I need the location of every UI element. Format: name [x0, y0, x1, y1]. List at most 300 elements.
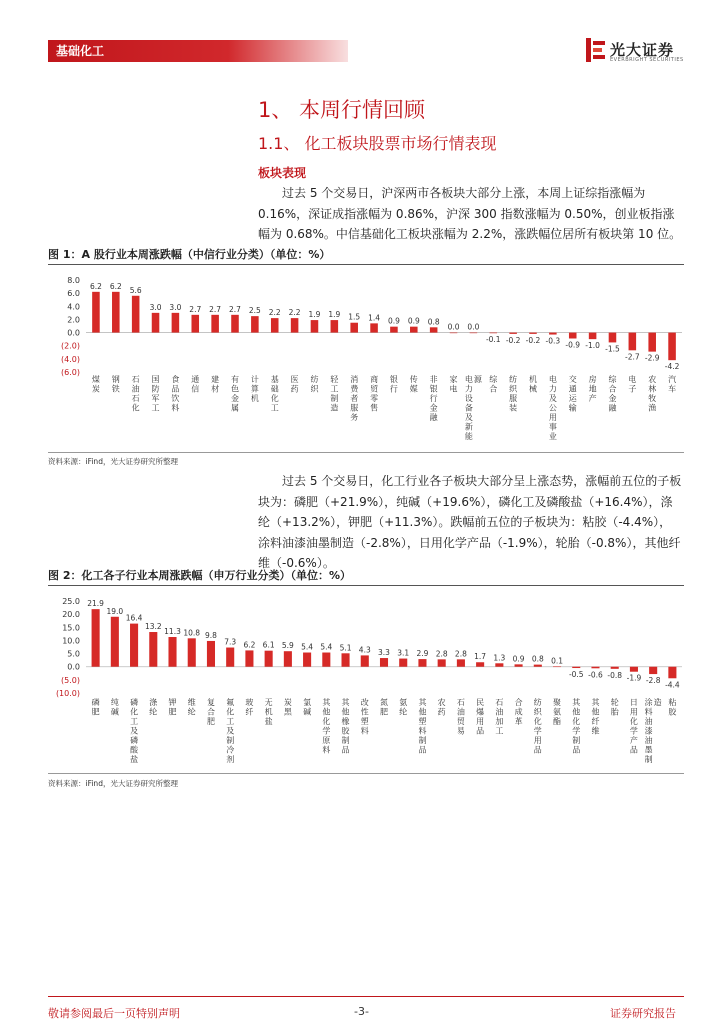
data-label: -1.5 [605, 344, 620, 354]
svg-text:钾: 钾 [168, 698, 177, 707]
data-label: -0.3 [545, 336, 561, 346]
svg-text:产: 产 [629, 736, 638, 745]
bar [549, 333, 557, 335]
bar [534, 665, 542, 667]
figure2-source: 资料来源：iFind，光大证券研究所整理 [48, 779, 178, 788]
category-label [350, 374, 359, 422]
section-tag: 基础化工 [48, 40, 348, 62]
figure2-top-rule [48, 585, 684, 586]
bar [509, 333, 517, 334]
svg-text:者: 者 [350, 394, 359, 403]
svg-text:防: 防 [151, 384, 160, 394]
svg-text:药: 药 [290, 384, 299, 394]
category-label [430, 374, 439, 422]
svg-text:易: 易 [456, 726, 465, 736]
bar [649, 667, 657, 674]
bar [211, 315, 219, 333]
svg-text:电: 电 [548, 375, 557, 384]
data-label: 6.2 [109, 281, 122, 291]
bar [457, 659, 465, 666]
svg-text:能: 能 [464, 432, 473, 441]
bar [589, 333, 597, 340]
svg-text:设: 设 [464, 394, 473, 403]
data-label: 1.9 [308, 310, 321, 320]
svg-text:贸: 贸 [456, 717, 465, 726]
bar [410, 327, 418, 333]
svg-text:品: 品 [171, 384, 180, 394]
svg-text:其: 其 [341, 698, 350, 707]
svg-text:金: 金 [608, 394, 617, 403]
category-label [245, 697, 253, 717]
data-label: 6.1 [262, 640, 275, 650]
svg-text:其: 其 [322, 698, 331, 707]
svg-text:成: 成 [514, 707, 523, 717]
svg-text:品: 品 [572, 745, 581, 755]
bar [350, 323, 358, 333]
category-label [418, 697, 427, 755]
category-label [450, 374, 458, 394]
bar [231, 315, 239, 333]
svg-text:油: 油 [131, 384, 140, 394]
svg-text:氨: 氨 [553, 707, 562, 717]
svg-text:化: 化 [131, 403, 140, 413]
svg-text:商: 商 [370, 375, 379, 384]
svg-text:其: 其 [418, 698, 427, 707]
figure2-bottom-rule [48, 773, 684, 774]
bar [245, 650, 253, 666]
bar [572, 667, 580, 668]
bar [668, 333, 676, 361]
svg-text:电: 电 [464, 375, 473, 384]
category-label [589, 374, 597, 403]
svg-text:计: 计 [250, 375, 259, 384]
data-label: 5.1 [339, 643, 352, 653]
bar [668, 667, 676, 679]
svg-text:肥: 肥 [91, 707, 100, 717]
category-label [668, 697, 677, 717]
svg-text:制: 制 [226, 736, 235, 745]
svg-text:聚: 聚 [553, 698, 562, 707]
svg-text:属: 属 [231, 403, 239, 413]
category-label [569, 374, 578, 413]
bar [418, 659, 426, 667]
svg-text:油: 油 [644, 736, 653, 745]
category-label [438, 697, 446, 717]
svg-text:用: 用 [548, 413, 557, 422]
svg-text:涤: 涤 [149, 698, 158, 707]
svg-text:冷: 冷 [226, 745, 235, 755]
y-tick-label: (5.0) [61, 675, 80, 685]
svg-text:氮: 氮 [380, 698, 388, 707]
data-label: 0.0 [447, 322, 460, 332]
svg-text:品: 品 [418, 745, 427, 755]
data-label: 13.2 [144, 622, 162, 632]
category-label [303, 697, 311, 717]
category-label [231, 374, 239, 413]
data-label: -0.1 [485, 335, 501, 345]
data-label: -2.8 [645, 676, 661, 686]
category-label [630, 698, 638, 755]
bar [172, 313, 180, 333]
svg-text:业: 业 [548, 432, 557, 441]
svg-text:用: 用 [533, 736, 542, 745]
svg-text:行: 行 [389, 384, 398, 394]
svg-text:房: 房 [588, 375, 597, 384]
svg-text:金: 金 [231, 394, 239, 403]
svg-text:国: 国 [151, 375, 160, 384]
data-label: 5.6 [129, 285, 142, 295]
svg-text:织: 织 [509, 384, 518, 394]
svg-text:制: 制 [418, 736, 427, 745]
svg-text:石: 石 [131, 375, 140, 384]
svg-text:金: 金 [429, 403, 438, 413]
bar [438, 659, 446, 666]
bar [553, 666, 561, 667]
category-label [399, 697, 407, 717]
svg-text:子: 子 [628, 384, 637, 394]
category-label [130, 697, 139, 764]
y-tick-label: (4.0) [61, 354, 80, 364]
bar [331, 320, 339, 332]
svg-text:纶: 纶 [399, 707, 408, 717]
svg-text:媒: 媒 [409, 384, 418, 394]
svg-text:服: 服 [350, 403, 359, 413]
svg-text:他: 他 [572, 707, 581, 717]
category-label [668, 374, 676, 394]
data-label: -2.9 [644, 353, 660, 363]
data-label: 16.4 [125, 613, 143, 623]
data-label: 2.7 [229, 304, 241, 314]
category-label [645, 697, 662, 764]
y-tick-label: 15.0 [62, 623, 80, 633]
data-label: 3.1 [397, 648, 410, 658]
svg-text:塑: 塑 [418, 717, 427, 726]
bar [291, 318, 299, 332]
data-label: 1.3 [493, 653, 506, 663]
svg-text:交: 交 [568, 375, 577, 384]
svg-text:橡: 橡 [341, 717, 350, 726]
svg-text:材: 材 [211, 384, 220, 394]
data-label: 0.8 [427, 317, 440, 327]
data-label: -0.2 [505, 335, 521, 345]
category-label [291, 375, 299, 394]
logo-name: 光大证券 [610, 41, 675, 59]
data-label: 3.0 [149, 302, 162, 312]
svg-text:化: 化 [572, 717, 581, 726]
svg-text:事: 事 [548, 422, 557, 432]
svg-text:盐: 盐 [264, 717, 273, 726]
svg-text:源: 源 [473, 375, 482, 384]
logo-en: EVERBRIGHT SECURITIES [610, 57, 684, 63]
bar [450, 333, 458, 334]
bar [207, 641, 215, 667]
bar [271, 318, 279, 332]
data-label: 0.0 [467, 322, 480, 332]
svg-text:革: 革 [514, 717, 523, 726]
data-label: 0.9 [387, 316, 400, 326]
svg-text:肥: 肥 [206, 717, 215, 726]
svg-text:机: 机 [250, 394, 259, 403]
svg-text:肥: 肥 [168, 707, 177, 717]
footer-rule [48, 996, 684, 997]
svg-text:有: 有 [231, 375, 239, 384]
svg-text:工: 工 [130, 717, 139, 726]
bar [361, 655, 369, 666]
svg-text:其: 其 [572, 698, 581, 707]
svg-text:工: 工 [495, 726, 504, 736]
svg-text:塑: 塑 [360, 717, 369, 726]
svg-text:学: 学 [533, 726, 542, 736]
category-label [534, 697, 543, 755]
data-label: -0.6 [588, 670, 603, 680]
svg-text:贸: 贸 [370, 384, 379, 394]
category-label [549, 374, 557, 441]
bar [380, 658, 388, 667]
svg-text:备: 备 [464, 403, 473, 413]
svg-text:制: 制 [644, 755, 653, 764]
svg-text:涂: 涂 [644, 698, 653, 707]
svg-text:胶: 胶 [341, 726, 350, 736]
y-tick-label: 6.0 [67, 289, 80, 299]
svg-text:料: 料 [171, 403, 180, 413]
svg-text:加: 加 [495, 717, 504, 726]
data-label: 19.0 [106, 606, 124, 616]
data-label: -0.5 [568, 670, 584, 680]
svg-text:日: 日 [629, 698, 638, 707]
category-label [112, 374, 120, 394]
svg-text:品: 品 [476, 726, 485, 736]
y-tick-label: 4.0 [67, 302, 80, 312]
section-heading: 1、 本周行情回顾 [258, 98, 426, 122]
svg-text:酯: 酯 [553, 717, 562, 726]
category-label [251, 374, 259, 403]
category-label [92, 374, 100, 394]
category-label [111, 697, 119, 717]
svg-text:胎: 胎 [610, 707, 619, 717]
svg-text:电: 电 [449, 384, 458, 394]
data-label: 6.2 [89, 281, 102, 291]
y-tick-label: 0.0 [67, 328, 80, 338]
data-label: 2.2 [288, 308, 301, 318]
category-label [380, 697, 388, 717]
figure1-title: 图 1：A 股行业本周涨跌幅（中信行业分类）（单位：%） [48, 248, 331, 261]
svg-text:性: 性 [360, 707, 369, 717]
svg-text:磷: 磷 [130, 736, 139, 745]
bar [226, 648, 234, 667]
svg-text:油: 油 [495, 707, 504, 717]
y-tick-label: 0.0 [67, 662, 80, 672]
svg-text:汽: 汽 [668, 375, 677, 384]
data-label: 0.9 [512, 654, 525, 664]
svg-text:纯: 纯 [110, 698, 119, 707]
figure1-source: 资料来源：iFind，光大证券研究所整理 [48, 457, 178, 466]
figure1-bottom-rule [48, 452, 684, 453]
svg-text:轻: 轻 [330, 375, 339, 384]
category-label [591, 697, 600, 736]
category-label [171, 374, 179, 413]
category-label [322, 697, 331, 755]
category-label [149, 697, 158, 717]
svg-text:品: 品 [533, 745, 542, 755]
category-label [465, 374, 483, 441]
svg-text:力: 力 [548, 384, 557, 394]
bar [370, 323, 378, 332]
category-label [265, 698, 273, 726]
svg-text:信: 信 [191, 384, 200, 394]
svg-text:及: 及 [130, 726, 139, 736]
svg-text:纶: 纶 [149, 707, 158, 717]
category-label [628, 374, 636, 394]
category-label [211, 374, 219, 394]
bar [399, 659, 407, 667]
bar [489, 333, 497, 334]
svg-text:肥: 肥 [380, 707, 388, 717]
y-tick-label: (2.0) [61, 341, 80, 351]
svg-text:纺: 纺 [310, 375, 319, 384]
category-label [611, 697, 620, 717]
svg-text:工: 工 [151, 403, 160, 413]
svg-text:钢: 钢 [111, 375, 120, 384]
svg-text:学: 学 [629, 726, 638, 736]
svg-text:粘: 粘 [668, 698, 677, 707]
data-label: 0.9 [407, 316, 420, 326]
data-label: 10.8 [183, 628, 201, 638]
bar [112, 292, 120, 333]
svg-text:综: 综 [608, 375, 617, 384]
bar [92, 292, 100, 333]
bar [609, 333, 617, 343]
svg-text:工: 工 [226, 717, 235, 726]
svg-text:用: 用 [629, 707, 638, 717]
category-label [457, 698, 466, 736]
svg-text:料: 料 [418, 726, 427, 736]
svg-text:民: 民 [476, 698, 485, 707]
svg-text:车: 车 [668, 384, 677, 394]
svg-text:轮: 轮 [610, 698, 619, 707]
svg-text:化: 化 [130, 707, 139, 717]
svg-text:化: 化 [226, 707, 235, 717]
svg-text:胶: 胶 [668, 707, 677, 717]
data-label: -0.2 [525, 335, 541, 345]
svg-text:算: 算 [250, 384, 259, 394]
data-label: 3.0 [169, 302, 182, 312]
svg-text:运: 运 [568, 394, 577, 403]
data-label: 5.4 [301, 642, 314, 652]
svg-text:务: 务 [350, 413, 359, 422]
data-label: 2.5 [248, 306, 261, 316]
data-label: 5.4 [320, 642, 333, 652]
bar [648, 333, 656, 352]
footer-disclaimer: 敬请参阅最后一页特别声明 [48, 1007, 180, 1020]
svg-text:墨: 墨 [644, 745, 653, 755]
chart-subsector-returns [48, 589, 684, 767]
bar [111, 617, 119, 667]
category-label [495, 698, 503, 736]
svg-text:合: 合 [514, 698, 523, 707]
category-label [188, 697, 196, 717]
data-label: 6.2 [243, 640, 256, 650]
svg-text:石: 石 [131, 394, 140, 403]
svg-text:合: 合 [206, 707, 215, 717]
data-label: -1.0 [585, 341, 600, 351]
svg-text:他: 他 [341, 707, 350, 717]
category-label [489, 374, 498, 394]
bar [390, 327, 398, 333]
y-tick-label: 8.0 [67, 276, 80, 285]
svg-text:纺: 纺 [509, 375, 518, 384]
svg-text:他: 他 [322, 707, 331, 717]
svg-text:零: 零 [370, 394, 379, 403]
data-label: -4.2 [664, 362, 680, 372]
svg-text:电: 电 [628, 375, 637, 384]
data-label: 1.5 [348, 312, 361, 322]
svg-text:产: 产 [588, 394, 597, 403]
bar [342, 653, 350, 666]
data-label: 1.7 [474, 652, 487, 662]
data-label: -0.8 [607, 670, 623, 680]
data-label: 21.9 [87, 599, 104, 609]
svg-text:通: 通 [568, 384, 577, 394]
svg-text:纺: 纺 [533, 698, 542, 707]
svg-text:械: 械 [529, 384, 537, 394]
svg-text:机: 机 [264, 707, 273, 717]
paragraph-market: 过去 5 个交易日，沪深两市各板块大部分上涨，本周上证综指涨幅为 0.16%，深证成指涨幅为 0.86%，沪深 300 指数涨幅为 0.50%，创业板指涨幅为 0.68%。中信基础化工板块涨幅为 2.2%，涨跌幅位居所有板块第 10 位。 [258, 186, 682, 241]
subsection-heading: 1.1、 化工板块股票市场行情表现 [258, 134, 497, 153]
figure2-title: 图 2：化工各子行业本周涨跌幅（申万行业分类）（单位：%） [48, 569, 352, 582]
svg-text:无: 无 [264, 698, 273, 707]
svg-text:础: 础 [270, 384, 279, 394]
data-label: 0.8 [531, 654, 544, 664]
svg-text:药: 药 [437, 707, 446, 717]
bar [515, 664, 523, 666]
svg-text:力: 力 [464, 384, 473, 394]
svg-text:炭: 炭 [283, 698, 292, 707]
svg-text:改: 改 [360, 698, 369, 707]
category-label [271, 374, 279, 413]
data-label: 7.3 [224, 637, 237, 647]
svg-text:食: 食 [171, 375, 180, 384]
svg-text:非: 非 [429, 375, 438, 384]
svg-text:品: 品 [629, 745, 638, 755]
category-label [476, 698, 484, 736]
svg-text:原: 原 [322, 736, 331, 745]
category-label [226, 697, 234, 764]
bar [130, 624, 138, 667]
svg-text:渔: 渔 [648, 403, 657, 413]
category-label [191, 374, 199, 394]
svg-text:碱: 碱 [303, 707, 312, 717]
svg-text:售: 售 [370, 403, 379, 413]
bar [611, 667, 619, 669]
data-label: -1.9 [626, 673, 642, 683]
svg-text:化: 化 [322, 717, 331, 726]
svg-text:纤: 纤 [591, 717, 600, 726]
bar [529, 333, 537, 334]
svg-text:化: 化 [270, 394, 279, 403]
svg-text:其: 其 [591, 698, 600, 707]
bar [152, 313, 160, 333]
svg-text:消: 消 [350, 375, 359, 384]
y-tick-label: 20.0 [62, 610, 80, 620]
category-label [330, 374, 339, 413]
svg-text:地: 地 [588, 384, 597, 394]
svg-text:牧: 牧 [648, 394, 657, 403]
svg-text:织: 织 [533, 707, 542, 717]
page-number: -3- [354, 1005, 369, 1018]
svg-text:盐: 盐 [130, 755, 139, 764]
svg-text:农: 农 [437, 698, 446, 707]
y-tick-label: 2.0 [67, 315, 80, 325]
